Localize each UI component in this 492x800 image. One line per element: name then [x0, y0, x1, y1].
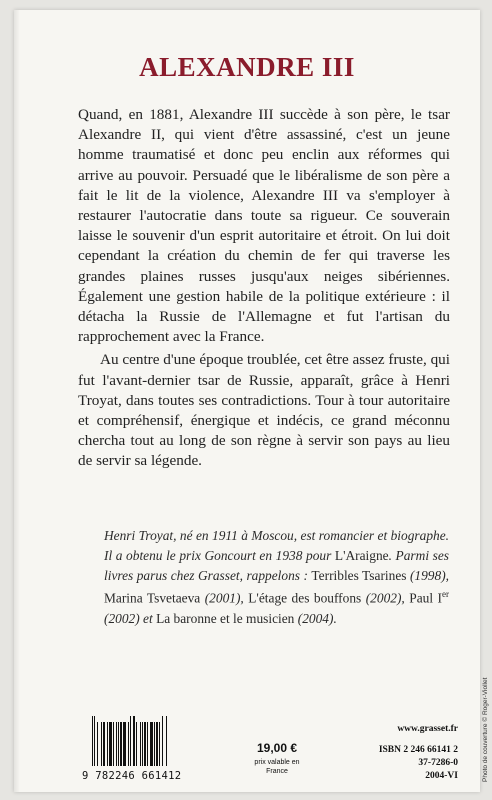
books-intro: . Parmi ses livres parus chez Grasset, rappelons :: [104, 547, 449, 583]
photo-credit: Photo de couverture © Roger-Viollet: [482, 677, 489, 782]
book-year-4: (2002) et: [104, 610, 157, 626]
book-year-1: (1998),: [406, 567, 450, 583]
back-cover: [14, 10, 489, 792]
author-intro: Henri Troyat, né en 1911 à Moscou, est romancier et biographe. Il a obtenu le prix Goncourt en 1938 pour: [104, 528, 449, 563]
book-title-4: Paul I: [409, 590, 442, 606]
price-note-line-2: France: [266, 768, 288, 775]
blurb-paragraph-2: Au centre d'une époque troublée, cet être assez fruste, qui fut l'avant-dernier tsar de Russie, apparaît, grâce à Henri Troyat, dans toutes ses contradictions. Tour à tour autoritaire et compréhensif, énergique et indécis, ce grand méconnu chercha tout au long de son règne à servir son pays au lieu de servir sa légende.: [78, 351, 450, 470]
book-title-4-superscript: er: [442, 589, 449, 600]
barcode-digits: 9 782246 661412: [82, 770, 182, 782]
book-title: ALEXANDRE III: [139, 52, 355, 82]
barcode-bars: [92, 720, 198, 766]
catalog-code: 37-7286-0: [418, 758, 458, 768]
blurb-paragraph-1: Quand, en 1881, Alexandre III succède à son père, le tsar Alexandre II, qui vient d'être assassiné, c'est un jeune homme traumatisé et donc peu enclin aux réformes qui arrive au pouvoir. Persuadé que le libéralisme de son père a fait le lit de la violence, Alexandre III va s'employer à restaurer l'autocratie dans toute sa rigueur. Ce souverain laisse le souvenir d'un esprit autoritaire et étroit. On lui doit cependant la création du chemin de fer qui traverse les grandes plaines russes jusqu'aux neiges sibériennes. Également une gestion habile de la politique extérieure : il détacha la Russie de l'Allemagne et fut l'artisan du rapprochement avec la France.: [78, 106, 450, 346]
publisher-url: www.grasset.fr: [397, 724, 458, 734]
book-title-5: La baronne et le musicien: [156, 610, 295, 626]
book-year-5: (2004).: [294, 610, 337, 626]
price-block: [242, 741, 312, 776]
price-note-line-1: prix valable en: [254, 759, 300, 766]
price-amount: 19,00 €: [256, 741, 298, 755]
summary-blurb: [78, 105, 450, 472]
price-note: [242, 758, 312, 776]
isbn: ISBN 2 246 66141 2: [378, 745, 458, 755]
spine-shadow: [14, 10, 20, 792]
edition-code: 2004-VI: [425, 771, 458, 781]
book-title-1: Terribles Tsarines: [311, 567, 407, 583]
barcode: [82, 712, 202, 784]
book-title-3: L'étage des bouffons: [248, 590, 362, 606]
book-year-2: (2001),: [200, 590, 249, 606]
barcode-gap: [167, 722, 168, 766]
book-year-3: (2002),: [361, 590, 410, 606]
goncourt-title: L'Araigne: [334, 547, 389, 563]
book-title-2: Marina Tsvetaeva: [104, 590, 201, 606]
publisher-info: [354, 723, 458, 783]
author-bio: [104, 526, 449, 628]
